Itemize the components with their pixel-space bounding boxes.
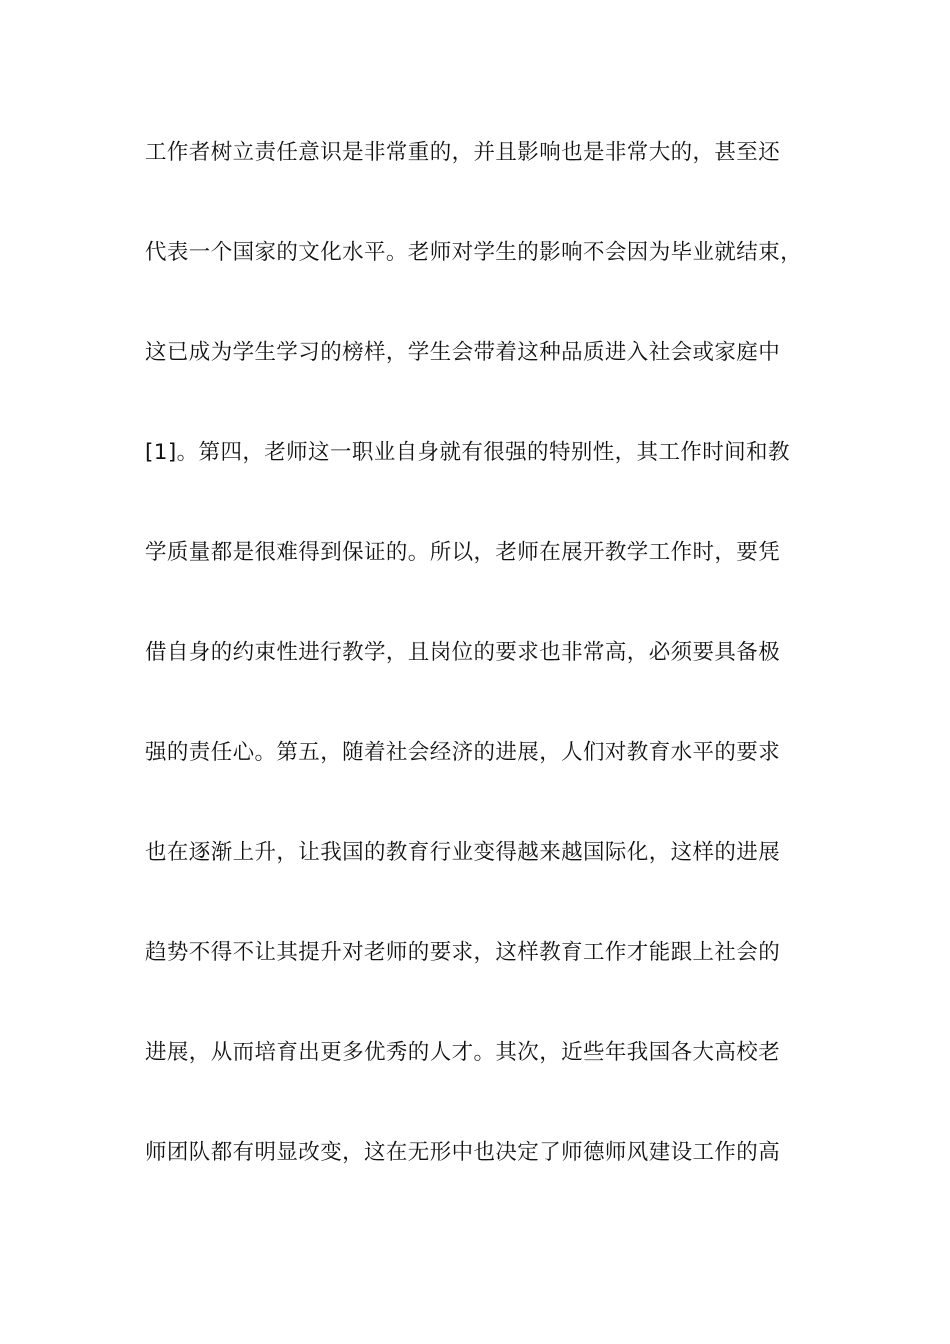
- text-line-2: 代表一个国家的文化水平。老师对学生的影响不会因为毕业就结束，: [145, 240, 803, 265]
- text-line-3: 这已成为学生学习的榜样，学生会带着这种品质进入社会或家庭中: [145, 340, 781, 365]
- text-line-11: 师团队都有明显改变，这在无形中也决定了师德师风建设工作的高: [145, 1140, 781, 1165]
- body-text: [145, 133, 825, 1233]
- text-line-7: 强的责任心。第五，随着社会经济的进展，人们对教育水平的要求: [145, 740, 781, 765]
- text-line-4: [1]。第四，老师这一职业自身就有很强的特别性，其工作时间和教: [145, 440, 790, 465]
- text-line-5: 学质量都是很难得到保证的。所以，老师在展开教学工作时，要凭: [145, 540, 781, 565]
- text-line-9: 趋势不得不让其提升对老师的要求，这样教育工作才能跟上社会的: [145, 940, 781, 965]
- text-line-8: 也在逐渐上升，让我国的教育行业变得越来越国际化，这样的进展: [145, 840, 781, 865]
- text-line-6: 借自身的约束性进行教学，且岗位的要求也非常高，必须要具备极: [145, 640, 781, 665]
- text-line-10: 进展，从而培育出更多优秀的人才。其次，近些年我国各大高校老: [145, 1040, 781, 1065]
- text-line-1: 工作者树立责任意识是非常重的，并且影响也是非常大的，甚至还: [145, 140, 781, 165]
